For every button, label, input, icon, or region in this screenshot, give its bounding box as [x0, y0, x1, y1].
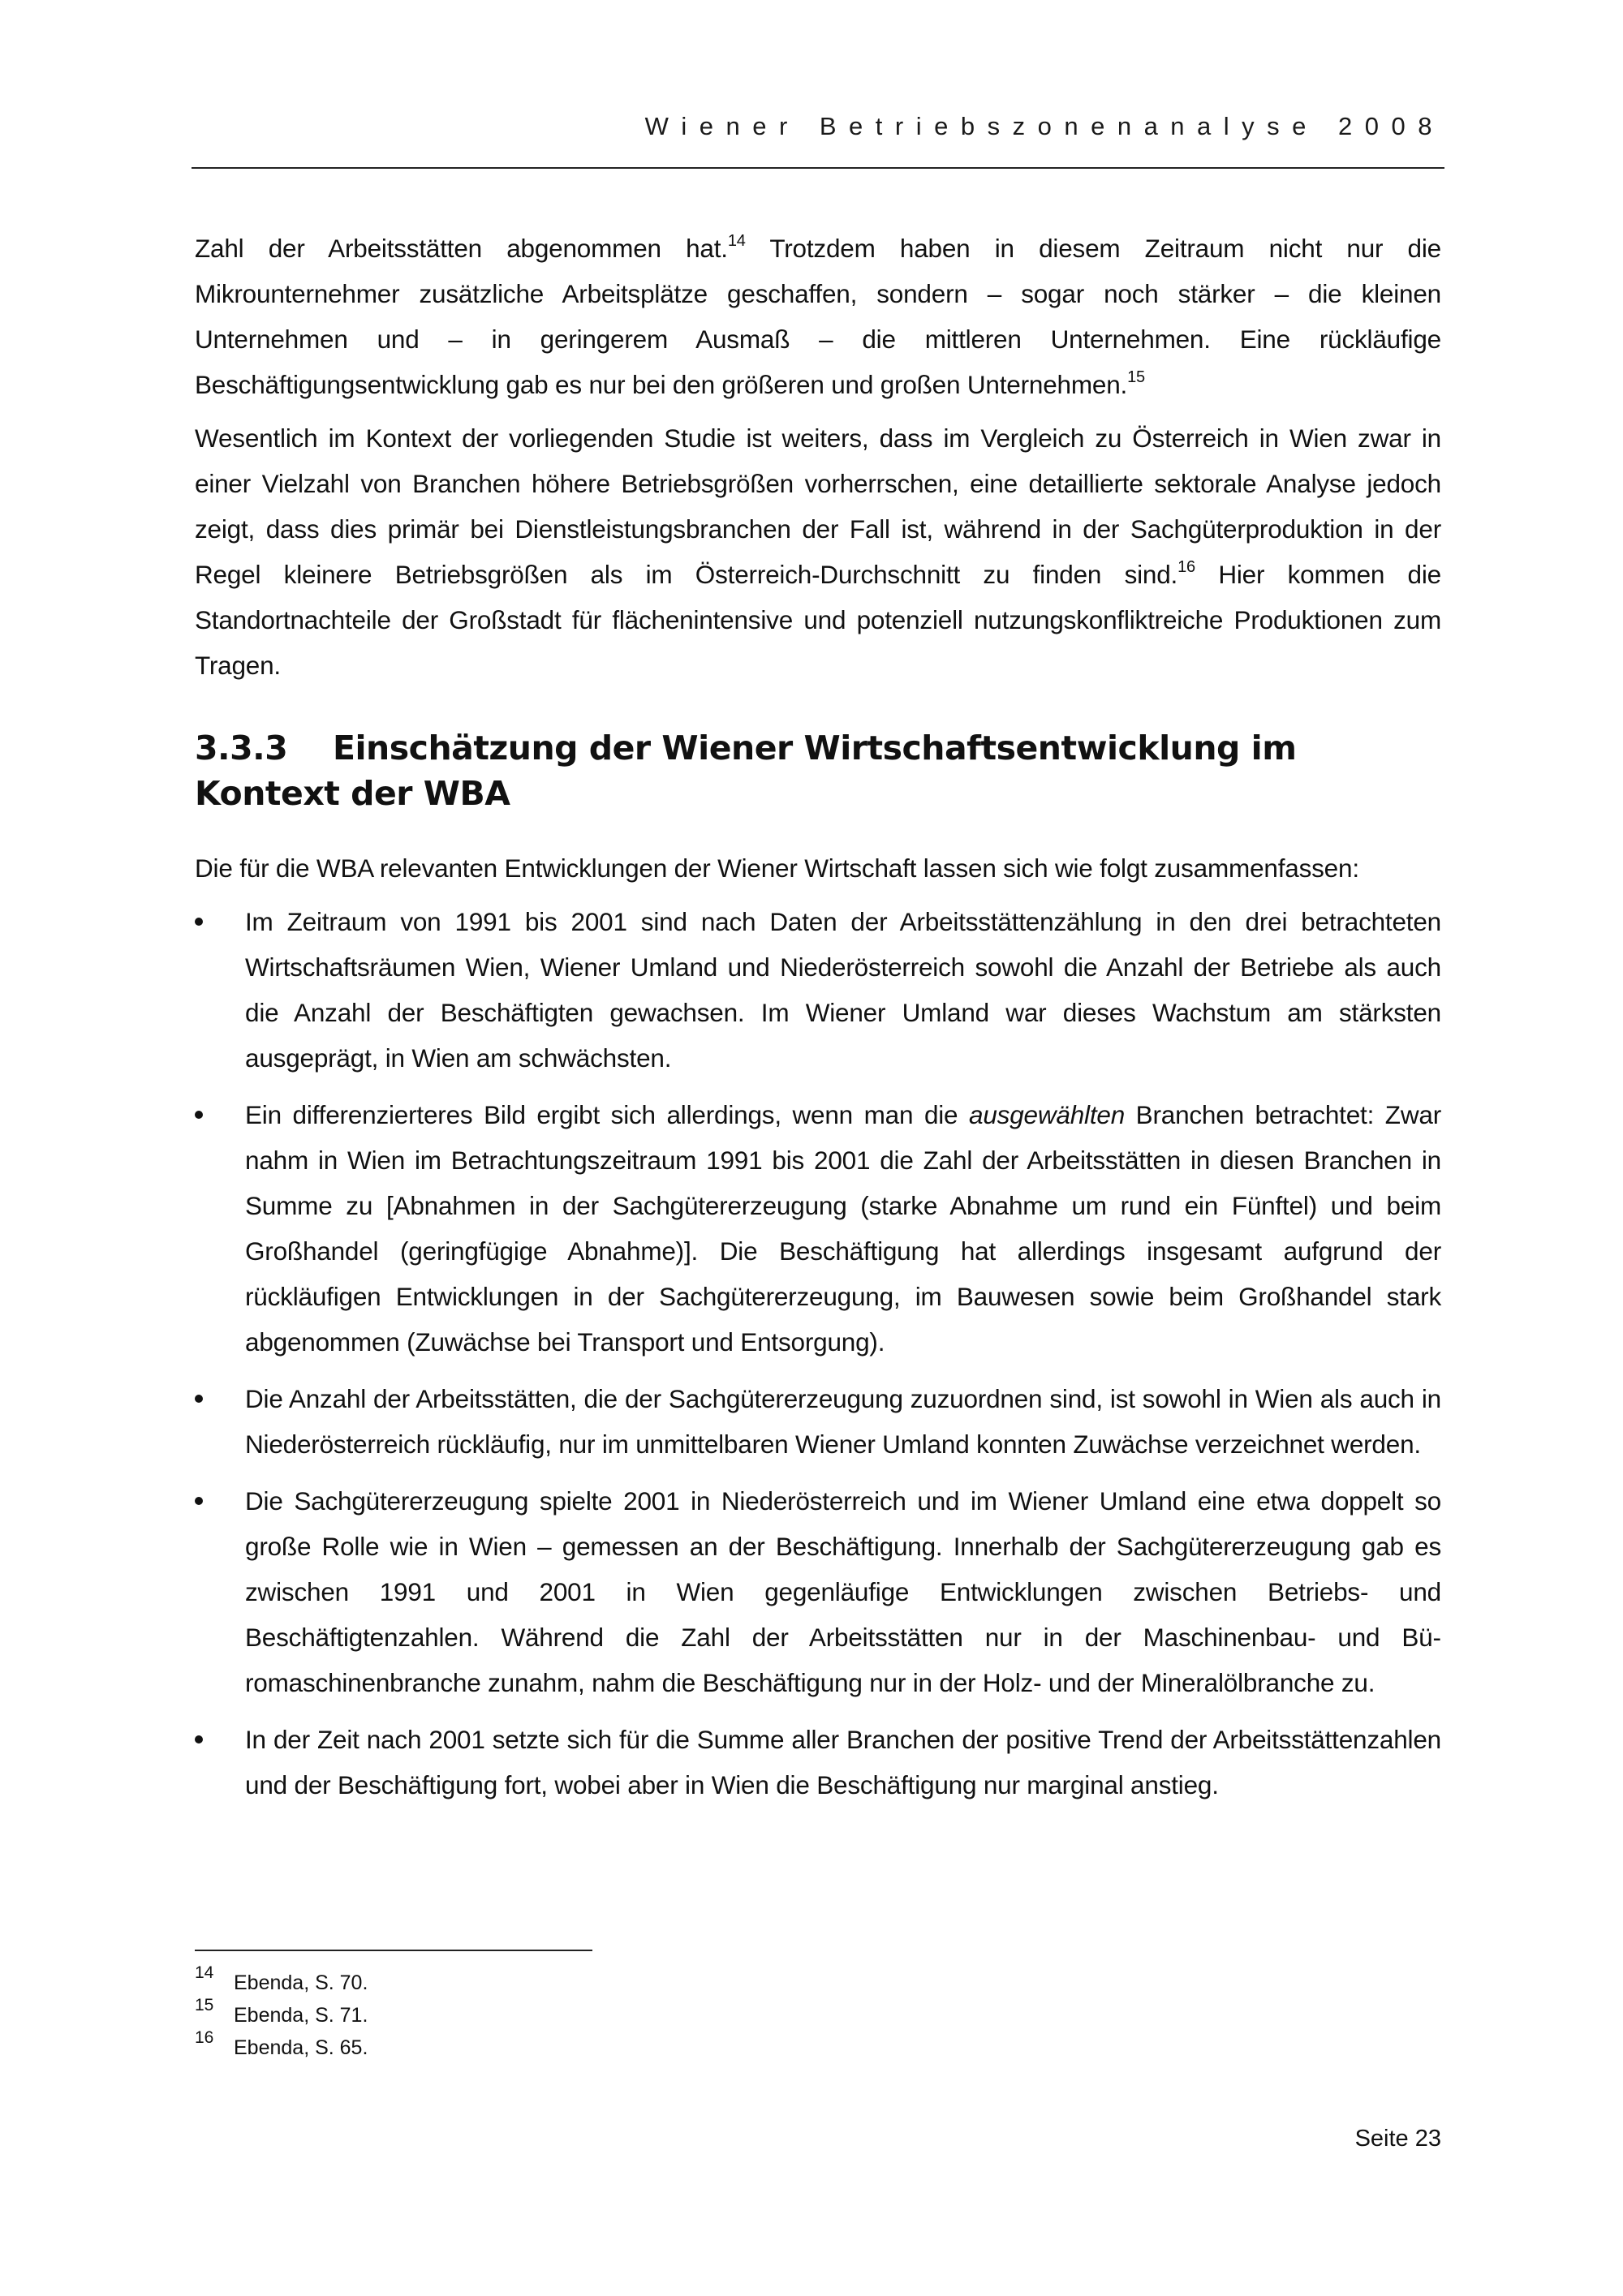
header-rule — [192, 167, 1444, 169]
footnote-14 — [195, 1963, 844, 1996]
document-body — [195, 226, 1441, 1819]
bullet-dot-icon — [195, 1395, 203, 1403]
bullet-dot-icon — [195, 1111, 203, 1119]
section-title: Einschätzung der Wiener Wirtschaftsentwicklung im Kontext der WBA — [195, 729, 1297, 813]
section-number: 3.3.3 — [195, 729, 288, 767]
footnote-ref-15: 15 — [1127, 368, 1145, 386]
page-number: Seite 23 — [1354, 2126, 1441, 2152]
footnote-mark: 14 — [195, 1963, 214, 1982]
footnote-ref-16: 16 — [1177, 557, 1195, 576]
footnote-text: Ebenda, S. 70. — [234, 1971, 368, 1994]
bullet-2-emphasis: ausgewählten — [969, 1100, 1126, 1129]
footnote-mark: 15 — [195, 1996, 214, 2014]
bullet-dot-icon — [195, 1735, 203, 1743]
paragraph-1-text-a: Zahl der Arbeitsstätten abgenommen hat. — [195, 234, 728, 263]
bullet-2-text-a: Ein differenzierteres Bild ergibt sich allerdings, wenn man die — [245, 1100, 970, 1129]
paragraph-2-text-a: Wesentlich im Kontext der vorliegenden Studie ist weiters, dass im Vergleich zu Österreich in Wien zwar in einer Vielzahl von Branchen höhere Betriebsgrößen vorherrschen, eine detaillierte sektorale Analyse jedoch zeigt, dass dies primär bei Dienstleistungsbranchen der Fall ist, während in der Sachgüterproduktion in der Regel kleinere Betriebsgrößen als im Österreich-Durchschnitt zu finden sind. — [195, 424, 1441, 589]
bullet-list — [195, 899, 1441, 1808]
footnote-16 — [195, 2028, 844, 2061]
bullet-item-1 — [195, 899, 1441, 1081]
bullet-item-3 — [195, 1376, 1441, 1467]
section-heading — [195, 725, 1441, 816]
footnote-rule — [195, 1950, 592, 1951]
footnotes — [195, 1963, 844, 2061]
bullet-text-2 — [245, 1092, 1441, 1365]
paragraph-1 — [195, 226, 1441, 407]
bullet-text-3: Die Anzahl der Arbeitsstätten, die der Sachgütererzeugung zuzuordnen sind, ist sowohl in Wien als auch in Niederösterreich rückläufig, nur im unmittelbaren Wiener Umland konnten Zuwächse verzeichnet werden. — [245, 1384, 1441, 1459]
footnote-mark: 16 — [195, 2028, 214, 2047]
bullet-item-4 — [195, 1478, 1441, 1705]
bullet-item-2 — [195, 1092, 1441, 1365]
bullet-dot-icon — [195, 1497, 203, 1505]
footnote-text: Ebenda, S. 65. — [234, 2036, 368, 2059]
running-header: Wiener Betriebszonenanalyse 2008 — [644, 112, 1444, 140]
paragraph-2-text-b: Hier kommen die Standortnachteile der Großstadt für flächenintensive und potenziell nutzungskonfliktreiche Produktionen zum Tragen. — [195, 560, 1441, 680]
bullet-text-1: Im Zeitraum von 1991 bis 2001 sind nach Daten der Arbeitsstättenzählung in den drei betrachteten Wirtschaftsräumen Wien, Wiener Umland und Niederösterreich sowohl die Anzahl der Betriebe als auch die Anzahl der Beschäftigten gewachsen. Im Wiener Umland war dieses Wachstum am stärksten ausgeprägt, in Wien am schwächsten. — [245, 907, 1441, 1073]
footnote-text: Ebenda, S. 71. — [234, 2004, 368, 2027]
bullet-text-5: In der Zeit nach 2001 setzte sich für die Summe aller Branchen der positive Trend der Arbeitsstättenzahlen und der Beschäftigung fort, wobei aber in Wien die Beschäftigung nur marginal anstieg. — [245, 1725, 1441, 1799]
bullet-item-5 — [195, 1717, 1441, 1808]
bullet-text-4: Die Sachgütererzeugung spielte 2001 in Niederösterreich und im Wiener Umland eine etwa doppelt so große Rolle wie in Wien – gemessen an der Beschäftigung. Innerhalb der Sachgütererzeugung gab es zwischen 1991 und 2001 in Wien gegenläufige Entwicklungen zwischen Betriebs- und Beschäftigtenzahlen. Während die Zahl der Arbeitsstätten nur in der Maschinenbau- und Büromaschinenbranche zunahm, nahm die Beschäftigung nur in der Holz- und der Mineralölbranche zu. — [245, 1486, 1441, 1697]
footnote-15 — [195, 1996, 844, 2028]
paragraph-1-text-b: Trotzdem haben in diesem Zeitraum nicht nur die Mikrounternehmer zusätzliche Arbeitsplätze geschaffen, sondern – sogar noch stärker – die kleinen Unternehmen und – in geringerem Ausmaß – die mittleren Unternehmen. Eine rückläufige Beschäftigungsentwicklung gab es nur bei den größeren und großen Unternehmen. — [195, 234, 1441, 399]
bullet-dot-icon — [195, 918, 203, 926]
section-intro: Die für die WBA relevanten Entwicklungen der Wiener Wirtschaft lassen sich wie folgt zusammenfassen: — [195, 853, 1359, 883]
footnote-ref-14: 14 — [727, 231, 746, 250]
bullet-2-text-b: Branchen betrachtet: Zwar nahm in Wien im Betrachtungszeitraum 1991 bis 2001 die Zahl der Arbeitsstätten in diesen Branchen in Summe zu [Abnahmen in der Sachgütererzeugung (starke Abnahme um rund ein Fünftel) und beim Großhandel (geringfügige Abnahme)]. Die Beschäftigung hat allerdings insgesamt aufgrund der rückläufigen Entwicklungen in der Sachgütererzeugung, im Bauwesen sowie beim Großhandel stark abgenommen (Zuwächse bei Transport und Entsorgung). — [245, 1100, 1441, 1357]
paragraph-2 — [195, 415, 1441, 688]
